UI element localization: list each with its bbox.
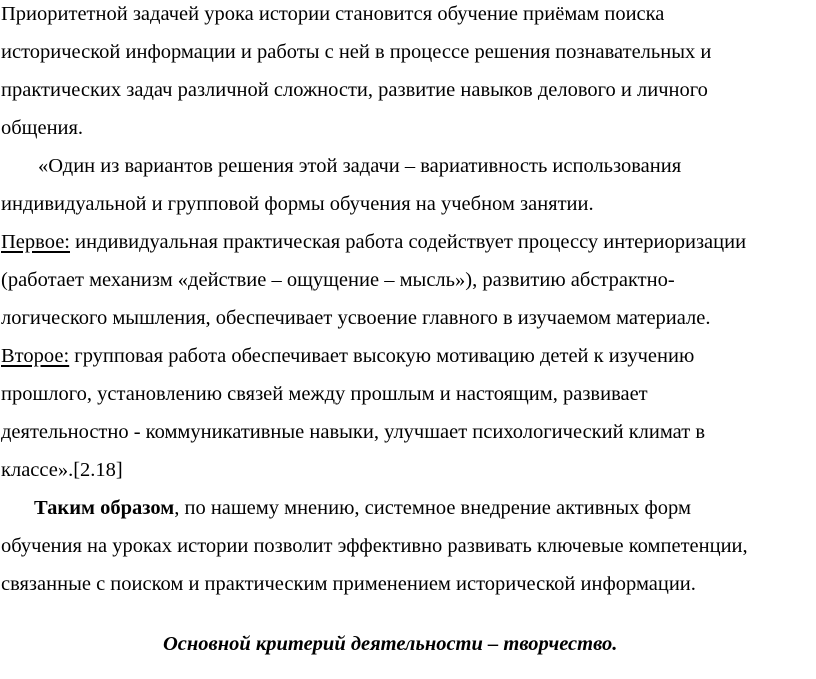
conclusion-heading: Основной критерий деятельности – творчество. [163, 633, 618, 655]
paragraph-5-line-2: обучения на уроках истории позволит эффективно развивать ключевые компетенции, [1, 535, 748, 557]
paragraph-3-line-2: (работает механизм «действие – ощущение – мысль»), развитию абстрактно- [1, 269, 675, 291]
paragraph-1-line-3: практических задач различной сложности, развитие навыков делового и личного [1, 79, 708, 101]
second-label: Второе: [1, 345, 70, 367]
paragraph-3-line-1 [1, 230, 746, 254]
paragraph-4-line-4: классе».[2.18] [1, 459, 123, 481]
paragraph-4-line-1-rest: групповая работа обеспечивает высокую мотивацию детей к изучению [69, 345, 695, 367]
paragraph-1-line-1: Приоритетной задачей урока истории становится обучение приёмам поиска [1, 3, 665, 25]
first-label: Первое: [1, 231, 70, 253]
paragraph-3-line-1-rest: индивидуальная практическая работа содействует процессу интериоризации [70, 231, 747, 253]
paragraph-1-line-4: общения. [1, 117, 84, 139]
paragraph-5-line-1-rest: , по нашему мнению, системное внедрение активных форм [174, 497, 691, 519]
paragraph-1-line-2: исторической информации и работы с ней в процессе решения познавательных и [1, 41, 712, 63]
paragraph-2-line-2: индивидуальной и групповой формы обучения на учебном занятии. [1, 193, 594, 215]
paragraph-3-line-3: логического мышления, обеспечивает усвоение главного в изучаемом материале. [1, 307, 711, 329]
bold-lead: Таким образом [34, 497, 175, 519]
paragraph-4-line-1 [1, 344, 694, 368]
paragraph-5-line-1 [34, 496, 691, 520]
paragraph-2-line-1: «Один из вариантов решения этой задачи – вариативность использования [38, 155, 682, 177]
paragraph-4-line-3: деятельностно - коммуникативные навыки, улучшает психологический климат в [1, 421, 706, 443]
paragraph-5-line-3: связанные с поиском и практическим применением исторической информации. [1, 573, 696, 595]
paragraph-4-line-2: прошлого, установлению связей между прошлым и настоящим, развивает [1, 383, 648, 405]
